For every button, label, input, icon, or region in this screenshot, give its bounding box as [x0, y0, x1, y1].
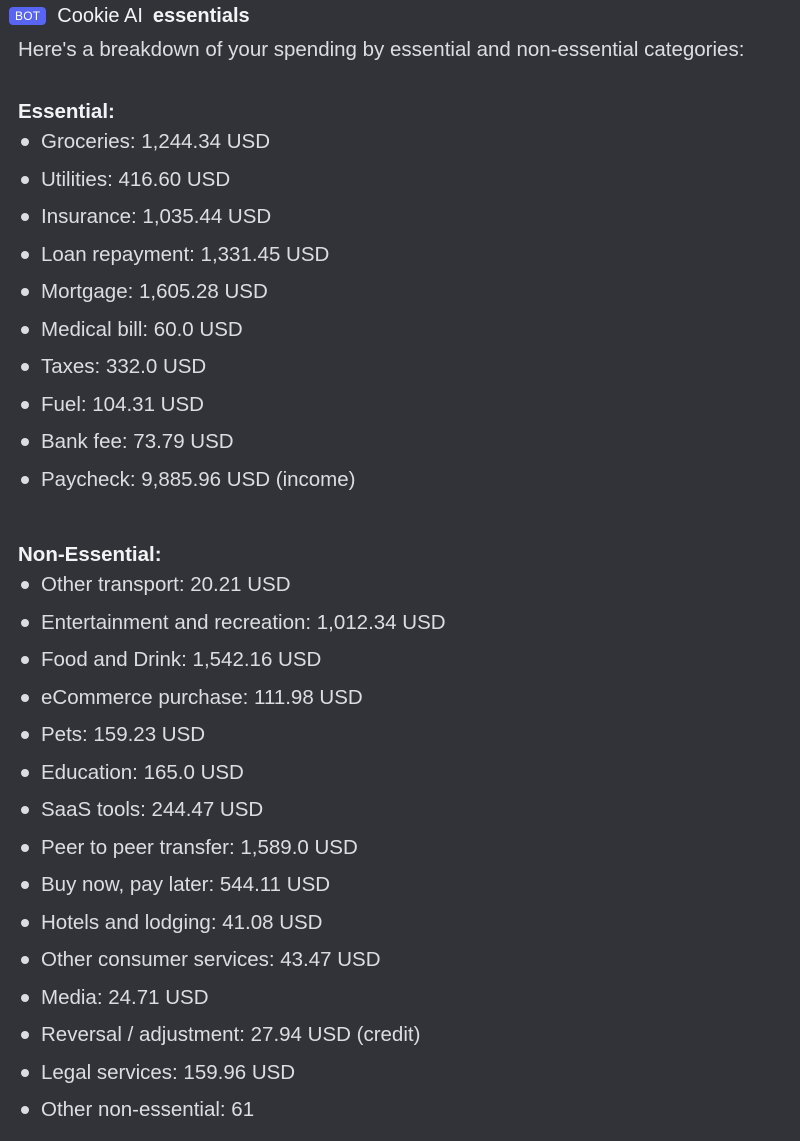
list-item-text: Education: 165.0 USD [41, 760, 244, 784]
intro-text: Here's a breakdown of your spending by essential and non-essential categories: [18, 38, 745, 61]
list-item-text: Fuel: 104.31 USD [41, 392, 204, 416]
list-item-text: Pets: 159.23 USD [41, 723, 206, 746]
list-item-text: Groceries: 1,244.34 USD [41, 130, 271, 153]
bullet-icon [21, 326, 29, 334]
list-item-text: Entertainment and recreation: 1,012.34 USD [41, 610, 446, 634]
bullet-icon [21, 694, 29, 702]
list-item [18, 984, 798, 1022]
list-item [18, 1059, 798, 1097]
list-item-text: Other transport: 20.21 USD [41, 573, 291, 596]
bullet-icon [21, 656, 29, 664]
bullet-icon [21, 731, 29, 739]
list-item-text: Utilities: 416.60 USD [41, 167, 231, 191]
bullet-icon [21, 844, 29, 852]
message-header [9, 4, 250, 28]
list-item-text: Medical bill: 60.0 USD [41, 317, 243, 341]
list-item [18, 909, 798, 947]
list-item [18, 1096, 798, 1134]
list-item-text: Paycheck: 9,885.96 USD (income) [41, 467, 356, 491]
list-item-text: SaaS tools: 244.47 USD [41, 798, 264, 821]
list-item [18, 834, 798, 872]
bullet-icon [21, 619, 29, 627]
message-content [18, 36, 798, 1134]
list-item-text: Peer to peer transfer: 1,589.0 USD [41, 835, 358, 859]
list-item-text: Media: 24.71 USD [41, 985, 209, 1009]
list-item [18, 946, 798, 984]
command-name: essentials [152, 4, 250, 27]
list-item [18, 609, 798, 647]
list-item [18, 871, 798, 909]
bullet-icon [21, 881, 29, 889]
essential-heading: Essential: [18, 100, 115, 123]
list-item-text: Taxes: 332.0 USD [41, 355, 207, 378]
list-item [18, 721, 798, 759]
list-item [18, 684, 798, 722]
list-item [18, 391, 798, 429]
bullet-icon [21, 769, 29, 777]
bullet-icon [21, 581, 29, 589]
bullet-icon [21, 213, 29, 221]
bullet-icon [21, 956, 29, 964]
list-item [18, 203, 798, 241]
bullet-icon [21, 1031, 29, 1039]
list-item-text: Bank fee: 73.79 USD [41, 430, 234, 453]
essential-list [18, 128, 798, 503]
list-item [18, 796, 798, 834]
bullet-icon [21, 806, 29, 814]
list-item-text: Reversal / adjustment: 27.94 USD (credit) [41, 1023, 421, 1046]
bullet-icon [21, 919, 29, 927]
bot-tag-badge: BOT [9, 7, 46, 25]
list-item-text: Mortgage: 1,605.28 USD [41, 280, 268, 303]
list-item [18, 428, 798, 466]
bullet-icon [21, 1069, 29, 1077]
list-item-text: Other non-essential: 61 [41, 1098, 255, 1121]
list-item [18, 1021, 798, 1059]
list-item [18, 166, 798, 204]
bullet-icon [21, 476, 29, 484]
bullet-icon [21, 401, 29, 409]
bullet-icon [21, 438, 29, 446]
list-item-text: Loan repayment: 1,331.45 USD [41, 242, 330, 266]
list-item-text: eCommerce purchase: 111.98 USD [41, 685, 363, 709]
list-item [18, 646, 798, 684]
bullet-icon [21, 1106, 29, 1114]
bullet-icon [21, 363, 29, 371]
non-essential-heading: Non-Essential: [18, 543, 162, 566]
list-item-text: Legal services: 159.96 USD [41, 1060, 296, 1084]
list-item [18, 759, 798, 797]
list-item-text: Insurance: 1,035.44 USD [41, 205, 272, 228]
bullet-icon [21, 251, 29, 259]
list-item [18, 128, 798, 166]
list-item [18, 241, 798, 279]
list-item [18, 353, 798, 391]
list-item [18, 316, 798, 354]
list-item [18, 466, 798, 504]
list-item-text: Buy now, pay later: 544.11 USD [41, 873, 331, 896]
bullet-icon [21, 176, 29, 184]
list-item [18, 571, 798, 609]
list-item [18, 278, 798, 316]
list-item-text: Hotels and lodging: 41.08 USD [41, 910, 323, 934]
bullet-icon [21, 138, 29, 146]
bullet-icon [21, 288, 29, 296]
list-item-text: Other consumer services: 43.47 USD [41, 948, 381, 971]
non-essential-list [18, 571, 798, 1134]
list-item-text: Food and Drink: 1,542.16 USD [41, 648, 322, 671]
author-name[interactable]: Cookie AI [57, 4, 143, 27]
bullet-icon [21, 994, 29, 1002]
